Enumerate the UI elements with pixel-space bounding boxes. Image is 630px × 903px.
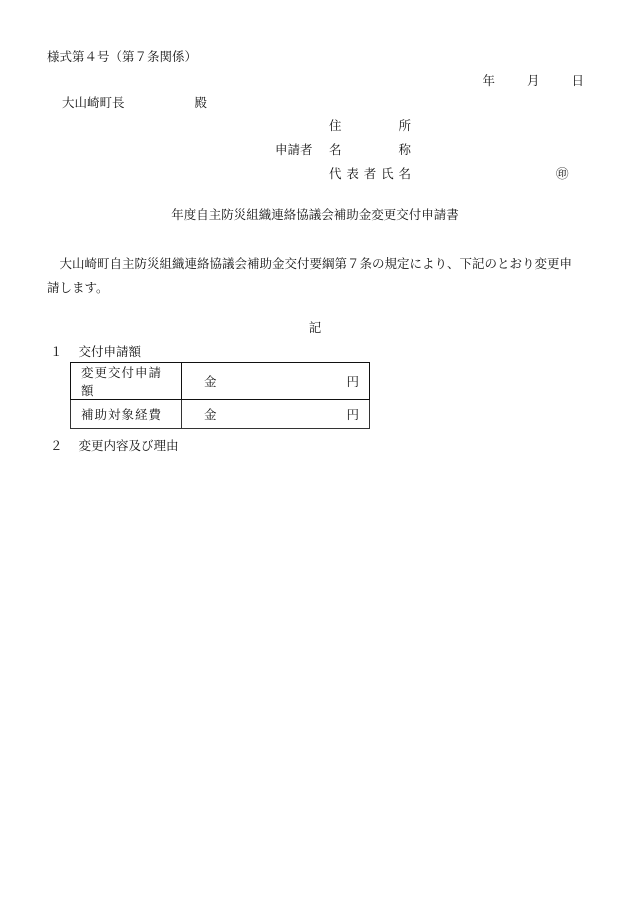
item1-heading [50, 346, 141, 359]
addressee-name: 大山崎町長 [62, 95, 125, 110]
table-row-value [182, 363, 370, 400]
table-row [71, 400, 370, 429]
applicant-representative-row [275, 168, 411, 192]
table-row-label: 変更交付申請額 [71, 363, 182, 400]
table-row-value [182, 400, 370, 429]
item1-number: １ [50, 344, 63, 359]
currency-unit: 円 [346, 407, 359, 422]
amount-table [70, 362, 370, 429]
item1-title: 交付申請額 [78, 344, 142, 359]
form-number: 様式第４号（第７条関係） [47, 49, 198, 64]
address-label: 住 所 [329, 118, 411, 133]
date-month-label: 月 [526, 73, 540, 88]
date-year-label: 年 [482, 73, 495, 88]
body-text: 大山崎町自主防災組織連絡協議会補助金交付要綱第７条の規定により、下記のとおり変更申請します。 [47, 256, 573, 295]
addressee [62, 97, 207, 110]
document-title: 年度自主防災組織連絡協議会補助金変更交付申請書 [171, 207, 459, 222]
applicant-block [275, 118, 569, 192]
table-row-label: 補助対象経費 [71, 400, 182, 429]
applicant-name-row [275, 144, 411, 168]
applicant-role-label: 申請者 [275, 142, 313, 157]
applicant-address-row [275, 120, 411, 144]
item2-title: 変更内容及び理由 [78, 438, 179, 453]
currency-prefix: 金 [204, 407, 217, 422]
addressee-honorific: 殿 [194, 95, 208, 110]
representative-label: 代 表 者 氏 名 [329, 166, 411, 181]
date-day-label: 日 [571, 73, 584, 88]
date-line [482, 75, 584, 88]
currency-prefix: 金 [204, 374, 217, 389]
currency-unit: 円 [346, 374, 359, 389]
table-row [71, 363, 370, 400]
seal-mark: ㊞ [556, 166, 569, 181]
name-label: 名 称 [329, 142, 411, 157]
item2-number: ２ [50, 438, 63, 453]
ki-label: 記 [308, 320, 322, 335]
item2-heading [50, 440, 179, 453]
